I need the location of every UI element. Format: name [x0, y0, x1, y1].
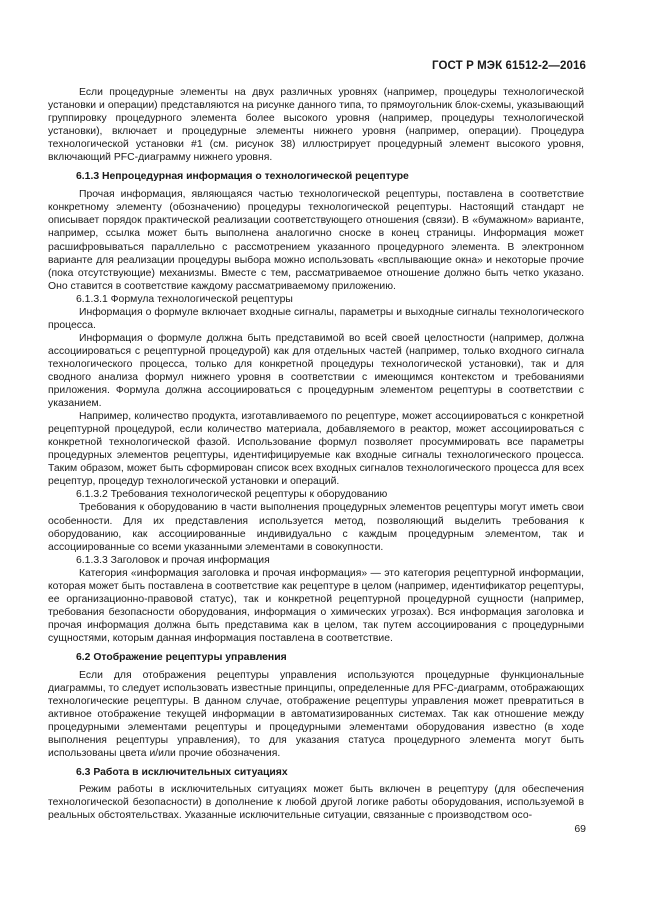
section-6-1-3-heading: 6.1.3 Непроцедурная информация о технологической рецептуре	[76, 171, 409, 183]
section-6-1-3-2-heading: 6.1.3.2 Требования технологической рецептуры к оборудованию	[76, 489, 388, 501]
section-6-1-3-paragraph: Прочая информация, являющаяся частью технологической рецептуры, поставлена в соответствие конкретному элементу (обозначению) процедуры технологической рецептуры. Настоящий стандарт не описывает порядок практической реализации соответствующего отношения (связи). В «бумажном» варианте, например, ссылка может быть выполнена аналогично сноске в конец страницы. Информация может расшифровываться параллельно с рассмотрением указанного процедурного элемента. В электронном варианте для реализации процедуры выбора можно использовать «всплывающие окна» и некоторые прочие (пока отсутствующие) механизмы. Вместе с тем, рассматриваемое отношение должно быть четко указано. Оно ставится в соответствие каждому рассматриваемому приложению.	[48, 189, 584, 292]
section-6-1-3-2-paragraph: Требования к оборудованию в части выполнения процедурных элементов рецептуры могут иметь свои особенности. Для их представления используется метод, позволяющий выделить требования к оборудованию, как ассоциированные индивидуально с каждым процедурным элементом, так и ассоциированные со всеми указанными элементами в совокупности.	[48, 502, 584, 553]
section-6-1-3-3-paragraph: Категория «информация заголовка и прочая информация» — это категория рецептурной информации, которая может быть поставлена в соответствие как рецептуре в целом (например, идентификатор рецептуры, ее организационно-правовой статус), так и конкретной рецептурной процедурной сущности (например, требования безопасности оборудования, информация о химических угрозах). Вся информация заголовка и прочая информация должна быть представима как в целом, так путем ассоциирования с процедурными сущностями, которым данная информация поставлена в соответствие.	[48, 567, 584, 644]
section-6-3-heading: 6.3 Работа в исключительных ситуациях	[76, 767, 288, 779]
section-6-2-paragraph: Если для отображения рецептуры управления используются процедурные функциональные диаграммы, то следует использовать известные принципы, определенные для PFC-диаграмм, отображающих технологические рецептуры. В данном случае, отображение рецептуры управления может превратиться в активное отображение текущей информации в автоматизированных системах. Так как отношение между процедурными элементами рецептуры и процедурными элементами оборудования известно (в ходе выполнения рецептуры управления), то для указания статуса процедурного элемента могут быть использованы цвета и/или прочие обозначения.	[48, 670, 584, 760]
section-6-1-3-1-paragraph-1: Информация о формуле включает входные сигналы, параметры и выходные сигналы технологического процесса.	[48, 306, 584, 331]
section-6-1-3-1-paragraph-2: Информация о формуле должна быть представимой во всей своей целостности (например, должна ассоциироваться с рецептурной процедурой) как для отдельных частей (например, только входного сигнала технологического процесса, только для конкретной процедуры технологической установки), так и для сводного анализа формул нижнего уровня в соответствии с имеющимся контекстом и требованиями приложения. Формула должна ассоциироваться с процедурным элементом рецептуры в соответствии с указанием.	[48, 332, 584, 410]
section-6-2-heading: 6.2 Отображение рецептуры управления	[76, 651, 287, 663]
section-6-1-3-1-paragraph-3: Например, количество продукта, изготавливаемого по рецептуре, может ассоциироваться с конкретной рецептурной процедурой, если количество материала, добавляемого в реактор, может ассоциироваться с конкретной технологической фазой. Использование формул позволяет просуммировать все параметры процедурных элементов рецептуры, идентифицируемые как входные сигналы технологического процесса. Таким образом, может быть сформирован список всех входных сигналов технологического процесса для всех рецептур, процедур технологической установки и операций.	[48, 411, 584, 488]
intro-paragraph: Если процедурные элементы на двух различных уровнях (например, процедуры технологической установки и операции) представляются на рисунке данного типа, то прямоугольник блок-схемы, указывающий группировку процедурного элемента более высокого уровня (например, процедуры технологической установки), включает и процедурные элементы нижнего уровня (например, операции). Процедура технологической установки #1 (см. рисунок 38) иллюстрирует процедурный элемент высокого уровня, включающий PFC-диаграмму нижнего уровня.	[48, 87, 584, 164]
section-6-3-paragraph: Режим работы в исключительных ситуациях может быть включен в рецептуру (для обеспечения технологической безопасности) в дополнение к любой другой логике работы оборудования, используемой в реальных обстоятельствах. Указанные исключительные ситуации, связанные с производством осо-	[48, 784, 584, 822]
section-6-1-3-3-heading: 6.1.3.3 Заголовок и прочая информация	[76, 554, 270, 566]
section-6-1-3-1-heading: 6.1.3.1 Формула технологической рецептуры	[76, 293, 293, 305]
document-body	[48, 86, 584, 823]
document-header-id: ГОСТ Р МЭК 61512-2—2016	[432, 60, 586, 72]
page-number: 69	[574, 823, 586, 835]
